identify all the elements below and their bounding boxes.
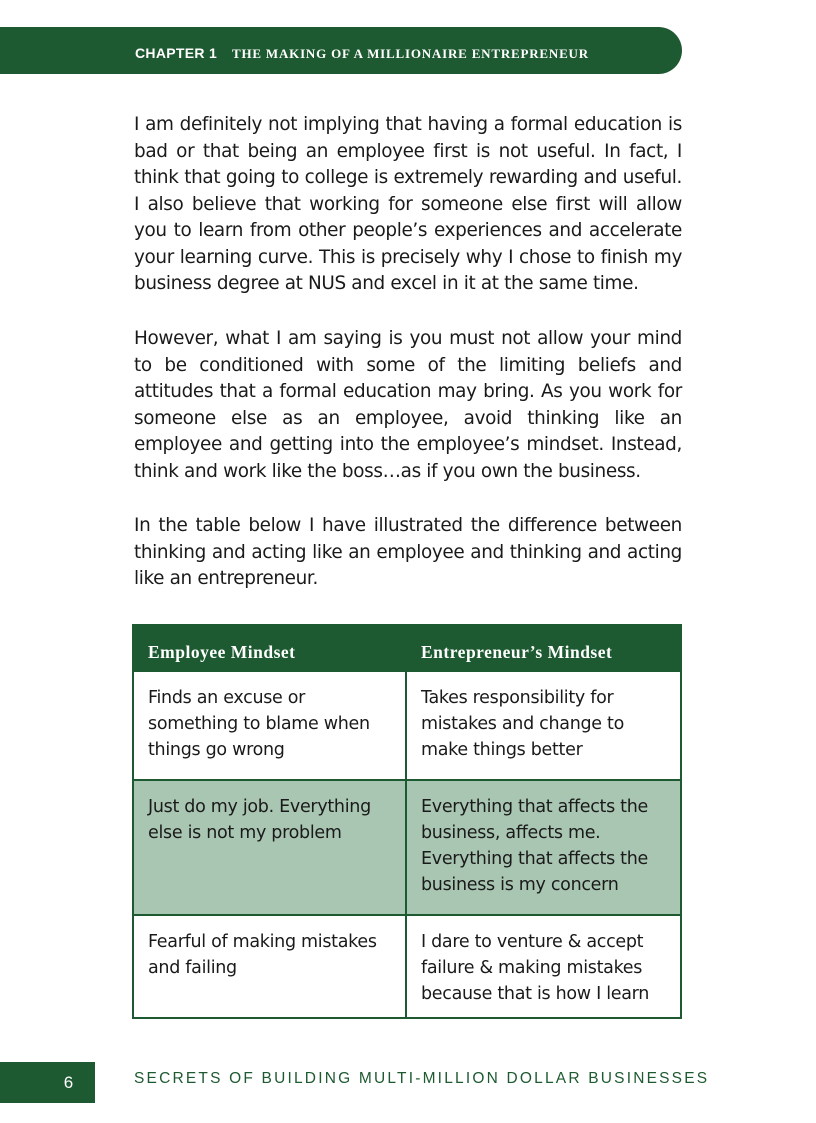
page-number: 6 xyxy=(0,1062,95,1103)
table-cell-employee-2: Just do my job. Everything else is not my problem xyxy=(134,779,407,914)
table-cell-entrepreneur-3: I dare to venture & accept failure & making mistakes because that is how I learn xyxy=(407,914,680,1017)
body-paragraph-3: In the table below I have illustrated the difference between thinking and acting like an employee and thinking and acting like an entrepreneur. xyxy=(134,515,682,589)
table-cell-entrepreneur-2: Everything that affects the business, affects me. Everything that affects the business is my concern xyxy=(407,779,680,914)
mindset-comparison-table xyxy=(132,624,682,1019)
table-header-entrepreneur: Entrepreneur’s Mindset xyxy=(407,626,680,672)
chapter-label: CHAPTER 1 xyxy=(135,45,218,61)
footer-book-title: SECRETS OF BUILDING MULTI-MILLION DOLLAR BUSINESSES xyxy=(134,1070,710,1087)
body-paragraph-1: I am definitely not implying that having a formal education is bad or that being an employee first is not useful. In fact, I think that going to college is extremely rewarding and useful. I also believe that working for someone else first will allow you to learn from other people’s experiences and accelerate your learning curve. This is precisely why I chose to finish my business degree at NUS and excel in it at the same time. xyxy=(134,114,682,294)
body-paragraph-2: However, what I am saying is you must not allow your mind to be conditioned with some of the limiting beliefs and attitudes that a formal education may bring. As you work for someone else as an employee, avoid thinking like an employee and getting into the employee’s mindset. Instead, think and work like the boss…as if you own the business. xyxy=(134,328,682,482)
table-cell-employee-1: Finds an excuse or something to blame when things go wrong xyxy=(134,672,407,779)
table-header-employee: Employee Mindset xyxy=(134,626,407,672)
table-cell-entrepreneur-1: Takes responsibility for mistakes and change to make things better xyxy=(421,688,624,760)
table-cell-employee-3: Fearful of making mistakes and failing xyxy=(134,914,407,1017)
chapter-title: THE MAKING OF A MILLIONAIRE ENTREPRENEUR xyxy=(232,46,589,61)
